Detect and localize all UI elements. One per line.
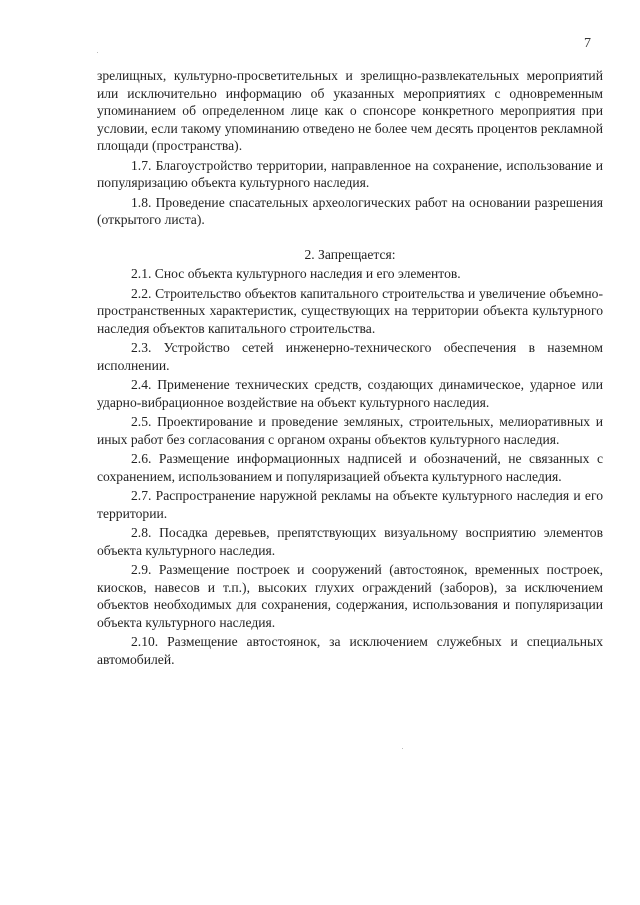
clause-2-4: 2.4. Применение технических средств, создающих динамическое, ударное или ударно-вибрационное воздействие на объект культурного наследия. [97,377,603,410]
clause-2-1: 2.1. Снос объекта культурного наследия и его элементов. [131,266,461,281]
clause-1-8: 1.8. Проведение спасательных археологических работ на основании разрешения (открытого листа). [97,194,603,227]
clause-2-6: 2.6. Размещение информационных надписей и обозначений, не связанных с сохранением, использованием и популяризацией объекта культурного наследия. [97,451,603,484]
clause-1-7: 1.7. Благоустройство территории, направленное на сохранение, использование и популяризацию объекта культурного наследия. [97,157,603,190]
clause-2-8: 2.8. Посадка деревьев, препятствующих визуальному восприятию элементов объекта культурного наследия. [97,525,603,558]
clause-2-2: 2.2. Строительство объектов капитального строительства и увеличение объемно-пространственных характеристик, существующих на территории объекта культурного наследия объектов капитального строительства. [97,285,603,336]
scan-speck [97,52,98,53]
paragraph-continuation: зрелищных, культурно-просветительных и зрелищно-развлекательных мероприятий или исключительно информацию об указанных мероприятиях с одновременным упоминанием об определенном лице как о спонсоре конкретного мероприятия при условии, если такому упоминанию отведено не более чем десять процентов рекламной площади (пространства). [97,68,603,153]
clause-2-5: 2.5. Проектирование и проведение земляных, строительных, мелиоративных и иных работ без согласования с органом охраны объектов культурного наследия. [97,414,603,447]
section-heading: 2. Запрещается: [304,246,396,262]
scan-speck [402,748,403,749]
page-number: 7 [584,36,591,51]
clause-2-3: 2.3. Устройство сетей инженерно-технического обеспечения в наземном исполнении. [97,340,603,373]
clause-2-7: 2.7. Распространение наружной рекламы на объекте культурного наследия и его территории. [97,488,603,521]
document-body [97,67,603,668]
clause-2-10: 2.10. Размещение автостоянок, за исключением служебных и специальных автомобилей. [97,634,603,667]
clause-2-9: 2.9. Размещение построек и сооружений (автостоянок, временных построек, киосков, навесов и т.п.), высоких глухих ограждений (заборов), за исключением объектов необходимых для сохранения, содержания, использования и популяризации объекта культурного наследия. [97,562,603,630]
